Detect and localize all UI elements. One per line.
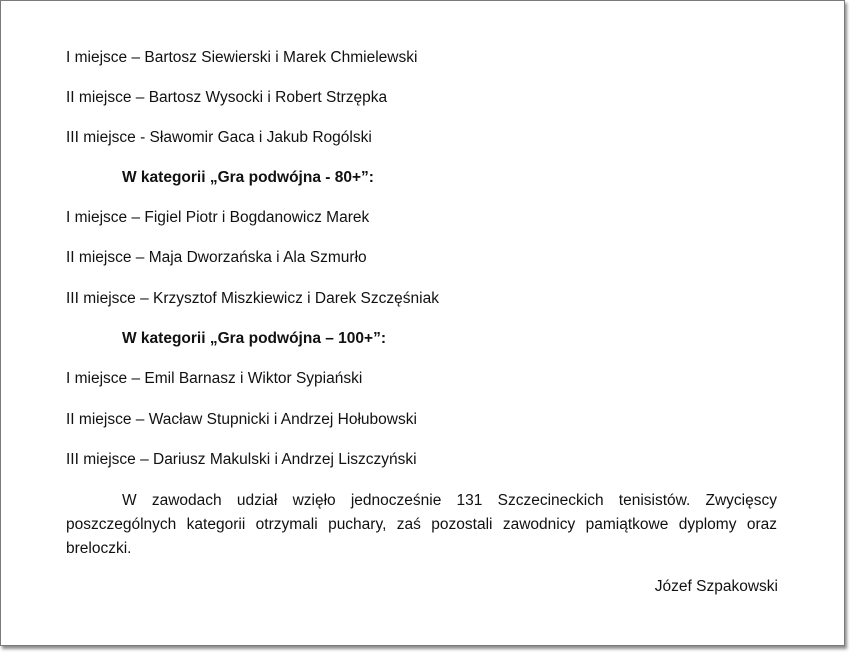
result-line: II miejsce – Wacław Stupnicki i Andrzej Hołubowski [66, 411, 417, 428]
result-line: III miejsce - Sławomir Gaca i Jakub Rogólski [66, 129, 372, 146]
category-heading-80: W kategorii „Gra podwójna - 80+”: [122, 169, 374, 186]
result-line: I miejsce – Figiel Piotr i Bogdanowicz Marek [66, 209, 370, 226]
result-line: III miejsce – Dariusz Makulski i Andrzej Liszczyński [66, 451, 417, 468]
author-signature: Józef Szpakowski [654, 578, 778, 595]
result-line: I miejsce – Emil Barnasz i Wiktor Sypiański [66, 370, 363, 387]
summary-paragraph: W zawodach udział wzięło jednocześnie 131 Szczecineckich tenisistów. Zwycięscy poszczególnych kategorii otrzymali puchary, zaś pozostali zawodnicy pamiątkowe dyplomy oraz breloczki. [66, 492, 777, 557]
result-line: II miejsce – Bartosz Wysocki i Robert Strzępka [66, 89, 388, 106]
result-line: I miejsce – Bartosz Siewierski i Marek Chmielewski [66, 49, 418, 66]
result-line: II miejsce – Maja Dworzańska i Ala Szmurło [66, 249, 367, 266]
result-line: III miejsce – Krzysztof Miszkiewicz i Darek Szczęśniak [66, 290, 439, 307]
category-heading-100: W kategorii „Gra podwójna – 100+”: [122, 330, 386, 347]
